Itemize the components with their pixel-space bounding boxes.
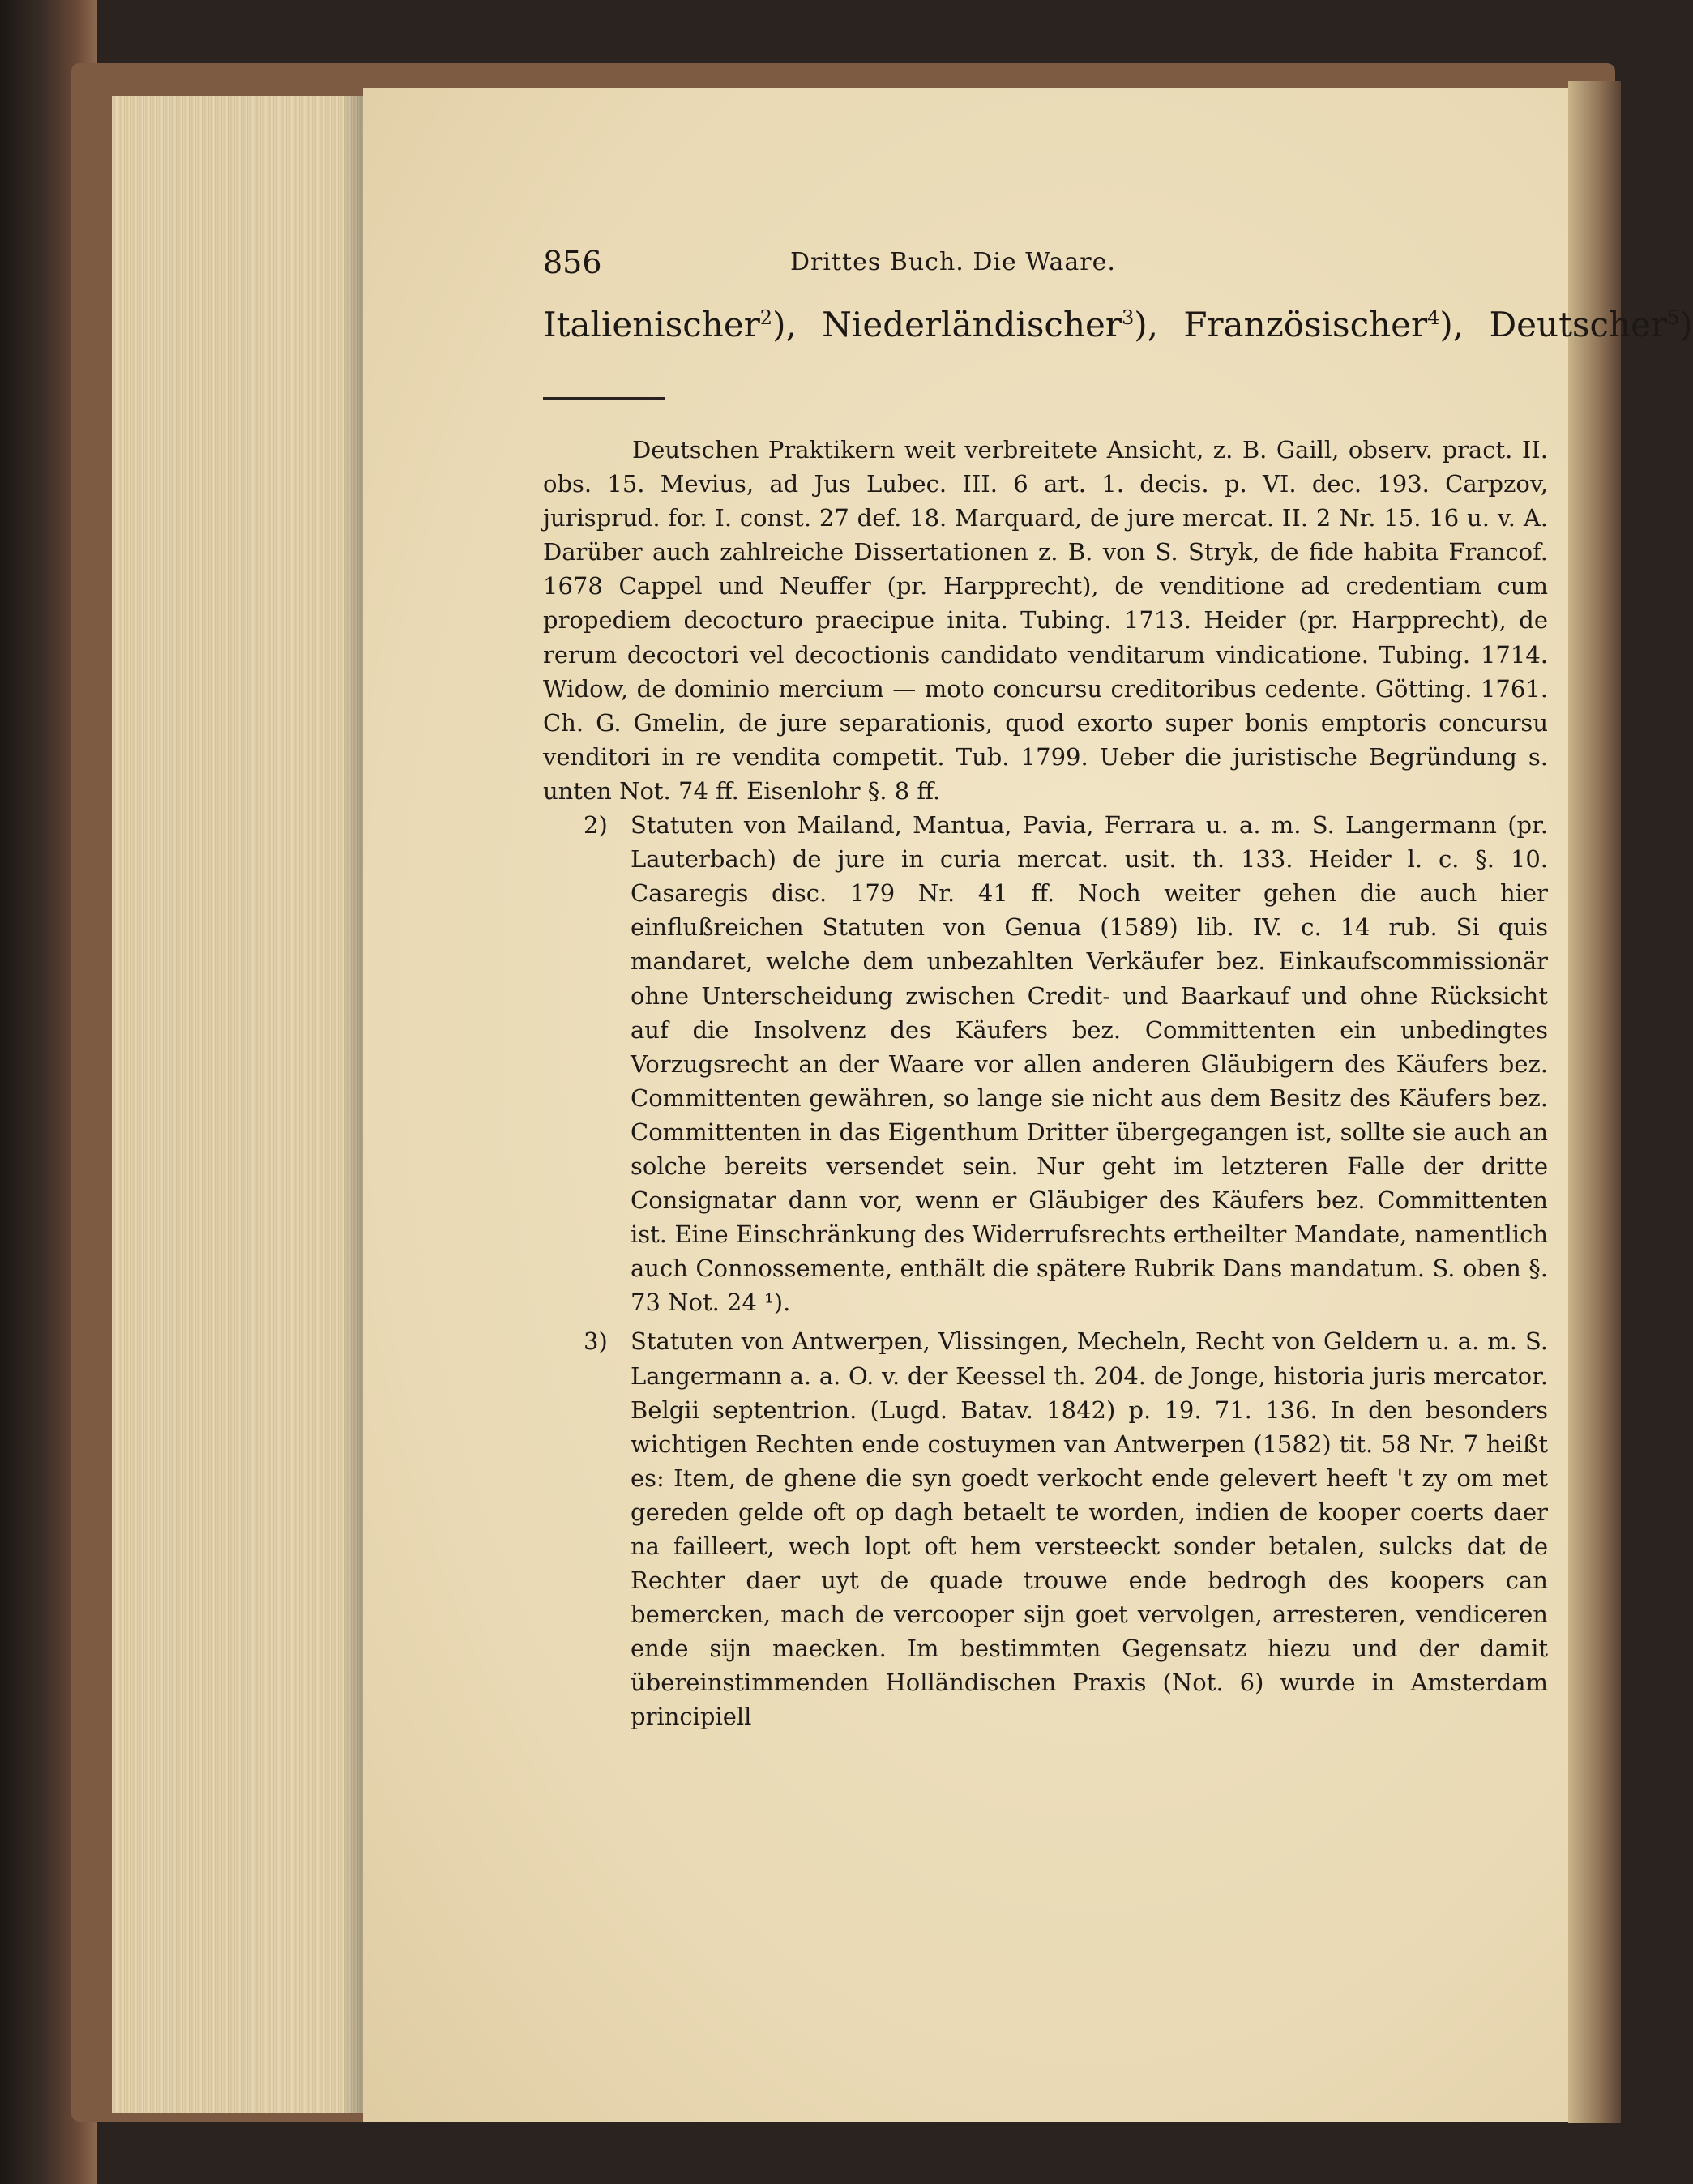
heading-line — [543, 305, 1693, 344]
running-title: Drittes Buch. Die Waare. — [790, 248, 1116, 276]
footnotes — [543, 433, 1548, 1734]
heading-item: Italienischer$^2$), — [543, 305, 797, 344]
footnote-text: Statuten von Antwerpen, Vlissingen, Mecheln, Recht von Geldern u. a. m. S. Langermann a. a. O. v. der Keessel th. 204. de Jonge, historia juris mercator. Belgii septentrion. (Lugd. Batav. 1842) p. 19. 71. 136. In den besonders wichtigen Rechten ende costuymen van Antwerpen (1582) tit. 58 Nr. 7 heißt es: Item, de ghene die syn goedt verkocht ende gelevert heeft 't zy om met gereden gelde oft op dagh betaelt te worden, indien de kooper coerts daer na failleert, wech lopt oft hem versteeckt sonder betalen, sulcks dat de Rechter daer uyt de quade trouwe ende bedrogh des koopers can bemercken, mach de vercooper sijn goet vervolgen, arresteren, vendiceren ende sijn maecken. Im bestimmten Gegensatz hiezu und der damit übereinstimmenden Holländischen Praxis (Not. 6) wurde in Amsterdam principiell — [631, 1327, 1548, 1731]
footnote-marker: 3) — [584, 1327, 608, 1356]
page-number: 856 — [543, 245, 602, 280]
running-head — [543, 245, 1548, 293]
footnote-2 — [543, 808, 1548, 1319]
heading-item: Französischer$^4$), — [1183, 305, 1464, 344]
page-edges — [112, 96, 363, 2113]
footnote-text: Statuten von Mailand, Mantua, Pavia, Ferrara u. a. m. S. Langermann (pr. Lauterbach) de jure in curia mercat. usit. th. 133. Heider l. c. §. 10. Casaregis disc. 179 Nr. 41 ff. Noch weiter gehen die auch hier einflußreichen Statuten von Genua (1589) lib. IV. c. 14 rub. Si quis mandaret, welche dem unbezahlten Verkäufer bez. Einkaufscommissionär ohne Unterscheidung zwischen Credit- und Baarkauf und ohne Rücksicht auf die Insolvenz des Käufers bez. Committenten ein unbedingtes Vorzugsrecht an der Waare vor allen anderen Gläubigern des Käufers bez. Committenten gewähren, so lange sie nicht aus dem Besitz des Käufers bez. Committenten in das Eigenthum Dritter übergegangen ist, sollte sie auch an solche bereits versendet sein. Nur geht im letzteren Falle der dritte Consignatar dann vor, wenn er Gläubiger des Käufers bez. Committenten ist. Eine Einschränkung des Widerrufsrechts ertheilter Mandate, namentlich auch Connossemente, enthält die spätere Rubrik Dans mandatum. S. oben §. 73 Not. 24 ¹). — [631, 811, 1548, 1317]
footnote-marker: 2) — [584, 811, 608, 840]
heading-item: Niederländischer$^3$), — [822, 305, 1158, 344]
footnote-continuation: Deutschen Praktikern weit verbreitete Ansicht, z. B. Gaill, observ. pract. II. obs. 15. Mevius, ad Jus Lubec. III. 6 art. 1. decis. p. VI. dec. 193. Carpzov, jurisprud. for. I. const. 27 def. 18. Marquard, de jure mercat. II. 2 Nr. 15. 16 u. v. A. Darüber auch zahlreiche Dissertationen z. B. von S. Stryk, de fide habita Francof. 1678 Cappel und Neuffer (pr. Harpprecht), de venditione ad credentiam cum propediem decocturo praecipue inita. Tubing. 1713. Heider (pr. Harpprecht), de rerum decoctori vel decoctionis candidato venditarum vindicatione. Tubing. 1714. Widow, de dominio mercium — moto concursu creditoribus cedente. Götting. 1761. Ch. G. Gmelin, de jure separationis, quod exorto super bonis emptoris concursu venditori in re vendita competit. Tub. 1799. Ueber die juristische Begründung s. unten Not. 74 ff. Eisenlohr §. 8 ff. — [543, 436, 1548, 805]
footnote-3 — [543, 1324, 1548, 1733]
heading-item: Deutscher$^5$) — [1489, 305, 1693, 344]
footnote-separator — [543, 397, 665, 400]
page-gutter-shadow — [1568, 81, 1621, 2123]
